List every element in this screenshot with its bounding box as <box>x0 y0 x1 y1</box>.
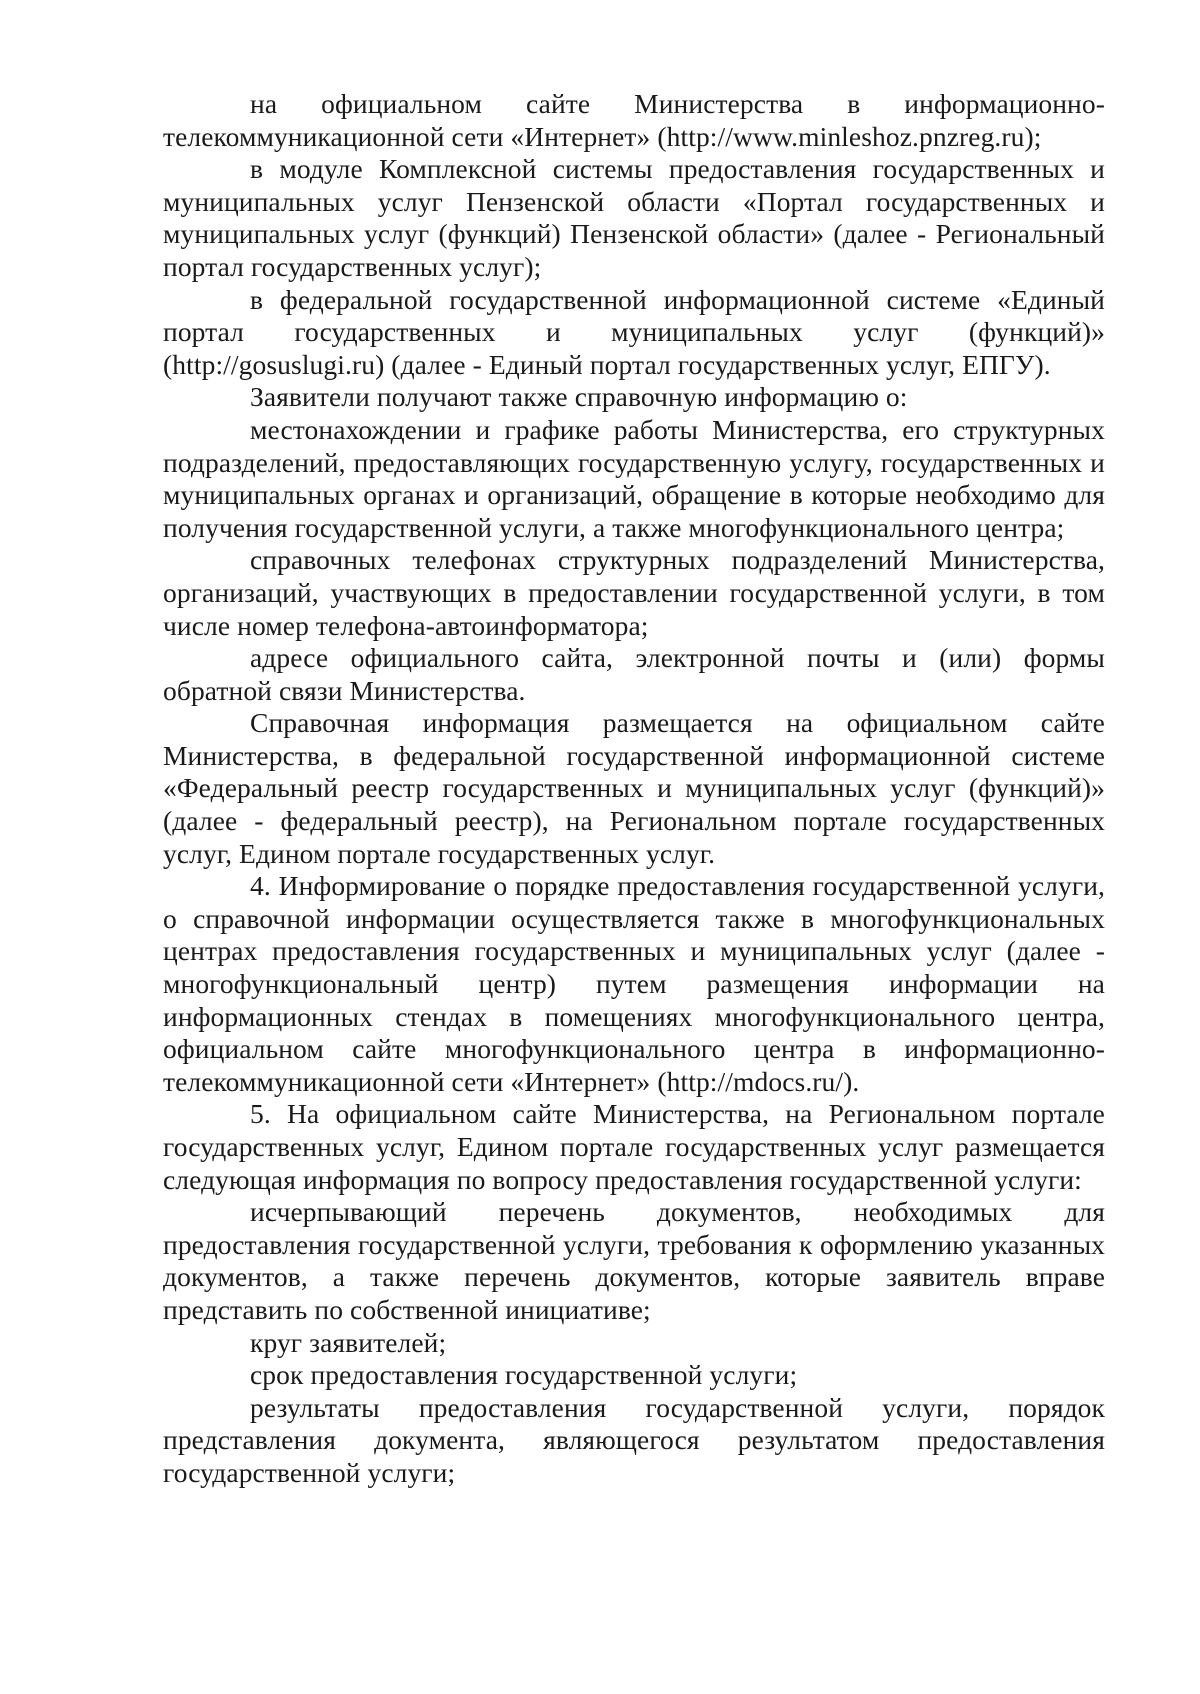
paragraph-unified-portal: в федеральной государственной информационной системе «Единый портал государственных и муниципальных услуг (функций)» (http://gosuslugi.ru) (далее - Единый портал государственных услуг, ЕПГУ). <box>163 283 1105 380</box>
paragraph-reference-placement: Справочная информация размещается на официальном сайте Министерства, в федеральной государственной информационной системе «Федеральный реестр государственных и муниципальных услуг (функций)» (далее - федеральный реестр), на Региональном портале государственных услуг, Едином портале государственных услуг. <box>163 707 1105 869</box>
document-body <box>163 88 1105 1490</box>
paragraph-addresses: адресе официального сайта, электронной почты и (или) формы обратной связи Министерства. <box>163 642 1105 706</box>
paragraph-documents-list: исчерпывающий перечень документов, необходимых для предоставления государственной услуги, требования к оформлению указанных документов, а также перечень документов, которые заявитель вправе представить по собственной инициативе; <box>163 1196 1105 1325</box>
paragraph-regional-portal: в модуле Комплексной системы предоставления государственных и муниципальных услуг Пензенской области «Портал государственных и муниципальных услуг (функций) Пензенской области» (далее - Региональный портал государственных услуг); <box>163 153 1105 282</box>
paragraph-item-4: 4. Информирование о порядке предоставления государственной услуги, о справочной информации осуществляется также в многофункциональных центрах предоставления государственных и муниципальных услуг (далее - многофункциональный центр) путем размещения информации на информационных стендах в помещениях многофункционального центра, официальном сайте многофункционального центра в информационно-телекоммуникационной сети «Интернет» (http://mdocs.ru/). <box>163 870 1105 1097</box>
paragraph-official-site: на официальном сайте Министерства в информационно-телекоммуникационной сети «Интернет» (http://www.minleshoz.pnzreg.ru); <box>163 88 1105 152</box>
paragraph-term: срок предоставления государственной услуги; <box>250 1359 798 1391</box>
paragraph-item-5: 5. На официальном сайте Министерства, на Региональном портале государственных услуг, Едином портале государственных услуг размещается следующая информация по вопросу предоставления государственной услуги: <box>163 1098 1105 1195</box>
paragraph-reference-info-intro: Заявители получают также справочную информацию о: <box>250 381 908 413</box>
paragraph-applicants: круг заявителей; <box>250 1326 447 1358</box>
paragraph-phones: справочных телефонах структурных подразделений Министерства, организаций, участвующих в предоставлении государственной услуги, в том числе номер телефона-автоинформатора; <box>163 544 1105 641</box>
paragraph-results: результаты предоставления государственной услуги, порядок представления документа, являющегося результатом предоставления государственной услуги; <box>163 1391 1105 1488</box>
paragraph-location-schedule: местонахождении и графике работы Министерства, его структурных подразделений, предоставляющих государственную услугу, государственных и муниципальных органах и организаций, обращение в которые необходимо для получения государственной услуги, а также многофункционального центра; <box>163 413 1105 543</box>
